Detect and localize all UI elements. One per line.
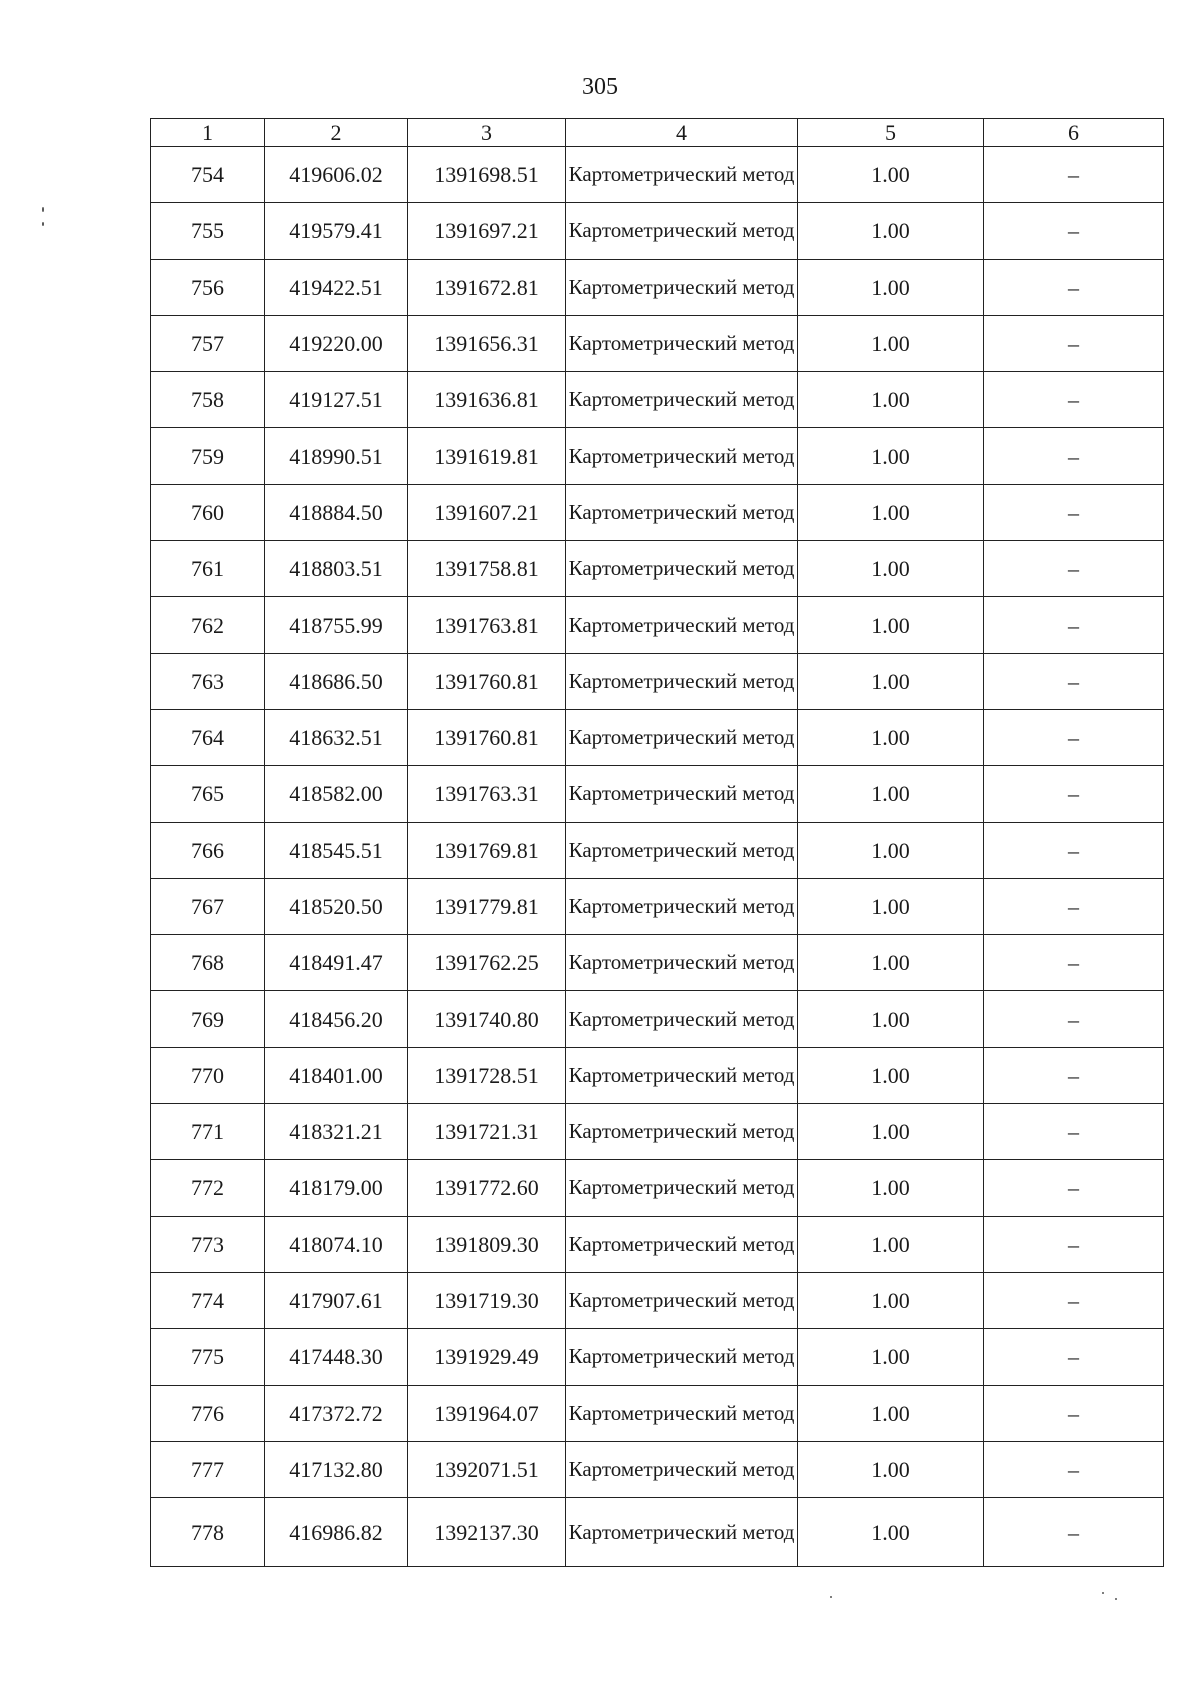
x-coordinate-cell: 418582.00: [265, 766, 408, 822]
x-coordinate-cell: 417448.30: [265, 1329, 408, 1385]
accuracy-cell: 1.00: [798, 597, 984, 653]
method-cell: Картометрический метод: [566, 541, 798, 597]
accuracy-cell: 1.00: [798, 709, 984, 765]
note-cell: –: [984, 991, 1164, 1047]
point-number-cell: 764: [151, 709, 265, 765]
table-row: [151, 428, 1164, 484]
accuracy-cell: 1.00: [798, 1498, 984, 1567]
point-number-cell: 770: [151, 1047, 265, 1103]
note-cell: –: [984, 1216, 1164, 1272]
method-cell: Картометрический метод: [566, 1329, 798, 1385]
accuracy-cell: 1.00: [798, 541, 984, 597]
accuracy-cell: 1.00: [798, 1047, 984, 1103]
note-cell: –: [984, 372, 1164, 428]
point-number-cell: 774: [151, 1272, 265, 1328]
note-cell: –: [984, 1385, 1164, 1441]
method-cell: Картометрический метод: [566, 878, 798, 934]
y-coordinate-cell: 1391929.49: [408, 1329, 566, 1385]
x-coordinate-cell: 418545.51: [265, 822, 408, 878]
x-coordinate-cell: 418179.00: [265, 1160, 408, 1216]
note-cell: –: [984, 878, 1164, 934]
x-coordinate-cell: 417132.80: [265, 1441, 408, 1497]
method-cell: Картометрический метод: [566, 484, 798, 540]
table-row: [151, 1498, 1164, 1567]
header-cell-4: 4: [566, 119, 798, 147]
x-coordinate-cell: 416986.82: [265, 1498, 408, 1567]
method-cell: Картометрический метод: [566, 147, 798, 203]
y-coordinate-cell: 1391760.81: [408, 653, 566, 709]
note-cell: –: [984, 484, 1164, 540]
table-row: [151, 541, 1164, 597]
y-coordinate-cell: 1391636.81: [408, 372, 566, 428]
note-cell: –: [984, 822, 1164, 878]
note-cell: –: [984, 1498, 1164, 1567]
table-row: [151, 259, 1164, 315]
method-cell: Картометрический метод: [566, 1441, 798, 1497]
y-coordinate-cell: 1391672.81: [408, 259, 566, 315]
accuracy-cell: 1.00: [798, 203, 984, 259]
note-cell: –: [984, 1047, 1164, 1103]
note-cell: –: [984, 935, 1164, 991]
note-cell: –: [984, 541, 1164, 597]
scan-speck: [1115, 1598, 1117, 1600]
table-row: [151, 203, 1164, 259]
accuracy-cell: 1.00: [798, 484, 984, 540]
y-coordinate-cell: 1391763.31: [408, 766, 566, 822]
point-number-cell: 773: [151, 1216, 265, 1272]
header-cell-3: 3: [408, 119, 566, 147]
table-row: [151, 147, 1164, 203]
header-cell-6: 6: [984, 119, 1164, 147]
method-cell: Картометрический метод: [566, 372, 798, 428]
y-coordinate-cell: 1391769.81: [408, 822, 566, 878]
accuracy-cell: 1.00: [798, 1441, 984, 1497]
point-number-cell: 762: [151, 597, 265, 653]
table-row: [151, 1216, 1164, 1272]
scan-speck: [830, 1596, 832, 1598]
method-cell: Картометрический метод: [566, 991, 798, 1047]
table-row: [151, 1385, 1164, 1441]
method-cell: Картометрический метод: [566, 1160, 798, 1216]
note-cell: –: [984, 766, 1164, 822]
method-cell: Картометрический метод: [566, 653, 798, 709]
point-number-cell: 758: [151, 372, 265, 428]
method-cell: Картометрический метод: [566, 822, 798, 878]
x-coordinate-cell: 418520.50: [265, 878, 408, 934]
scan-speck: [42, 207, 44, 212]
accuracy-cell: 1.00: [798, 1160, 984, 1216]
y-coordinate-cell: 1391740.80: [408, 991, 566, 1047]
y-coordinate-cell: 1391964.07: [408, 1385, 566, 1441]
point-number-cell: 755: [151, 203, 265, 259]
x-coordinate-cell: 419606.02: [265, 147, 408, 203]
accuracy-cell: 1.00: [798, 1329, 984, 1385]
accuracy-cell: 1.00: [798, 1272, 984, 1328]
scan-speck: [42, 222, 44, 226]
note-cell: –: [984, 1441, 1164, 1497]
x-coordinate-cell: 418803.51: [265, 541, 408, 597]
note-cell: –: [984, 315, 1164, 371]
x-coordinate-cell: 418074.10: [265, 1216, 408, 1272]
point-number-cell: 756: [151, 259, 265, 315]
method-cell: Картометрический метод: [566, 1047, 798, 1103]
note-cell: –: [984, 428, 1164, 484]
y-coordinate-cell: 1391721.31: [408, 1104, 566, 1160]
note-cell: –: [984, 1329, 1164, 1385]
table-row: [151, 1160, 1164, 1216]
table-row: [151, 822, 1164, 878]
x-coordinate-cell: 418884.50: [265, 484, 408, 540]
point-number-cell: 771: [151, 1104, 265, 1160]
y-coordinate-cell: 1391698.51: [408, 147, 566, 203]
point-number-cell: 778: [151, 1498, 265, 1567]
x-coordinate-cell: 418990.51: [265, 428, 408, 484]
point-number-cell: 760: [151, 484, 265, 540]
accuracy-cell: 1.00: [798, 766, 984, 822]
header-row: [151, 119, 1164, 147]
y-coordinate-cell: 1391809.30: [408, 1216, 566, 1272]
point-number-cell: 767: [151, 878, 265, 934]
y-coordinate-cell: 1391762.25: [408, 935, 566, 991]
accuracy-cell: 1.00: [798, 822, 984, 878]
note-cell: –: [984, 597, 1164, 653]
x-coordinate-cell: 417907.61: [265, 1272, 408, 1328]
header-cell-1: 1: [151, 119, 265, 147]
table-row: [151, 597, 1164, 653]
accuracy-cell: 1.00: [798, 372, 984, 428]
x-coordinate-cell: 419127.51: [265, 372, 408, 428]
x-coordinate-cell: 419579.41: [265, 203, 408, 259]
accuracy-cell: 1.00: [798, 428, 984, 484]
table-row: [151, 1329, 1164, 1385]
table-row: [151, 315, 1164, 371]
y-coordinate-cell: 1391758.81: [408, 541, 566, 597]
accuracy-cell: 1.00: [798, 1104, 984, 1160]
method-cell: Картометрический метод: [566, 1104, 798, 1160]
x-coordinate-cell: 417372.72: [265, 1385, 408, 1441]
table-body: [151, 147, 1164, 1567]
table-row: [151, 766, 1164, 822]
table-row: [151, 1272, 1164, 1328]
method-cell: Картометрический метод: [566, 1272, 798, 1328]
table-row: [151, 878, 1164, 934]
header-cell-5: 5: [798, 119, 984, 147]
y-coordinate-cell: 1391779.81: [408, 878, 566, 934]
y-coordinate-cell: 1391697.21: [408, 203, 566, 259]
table-row: [151, 1441, 1164, 1497]
y-coordinate-cell: 1391719.30: [408, 1272, 566, 1328]
method-cell: Картометрический метод: [566, 315, 798, 371]
y-coordinate-cell: 1391728.51: [408, 1047, 566, 1103]
table-row: [151, 1047, 1164, 1103]
accuracy-cell: 1.00: [798, 315, 984, 371]
method-cell: Картометрический метод: [566, 709, 798, 765]
accuracy-cell: 1.00: [798, 878, 984, 934]
x-coordinate-cell: 418686.50: [265, 653, 408, 709]
point-number-cell: 777: [151, 1441, 265, 1497]
page-number: 305: [582, 74, 618, 100]
method-cell: Картометрический метод: [566, 766, 798, 822]
header-cell-2: 2: [265, 119, 408, 147]
x-coordinate-cell: 418491.47: [265, 935, 408, 991]
x-coordinate-cell: 418456.20: [265, 991, 408, 1047]
method-cell: Картометрический метод: [566, 428, 798, 484]
accuracy-cell: 1.00: [798, 935, 984, 991]
y-coordinate-cell: 1391656.31: [408, 315, 566, 371]
note-cell: –: [984, 1160, 1164, 1216]
accuracy-cell: 1.00: [798, 991, 984, 1047]
y-coordinate-cell: 1391772.60: [408, 1160, 566, 1216]
accuracy-cell: 1.00: [798, 1385, 984, 1441]
table-row: [151, 484, 1164, 540]
point-number-cell: 775: [151, 1329, 265, 1385]
x-coordinate-cell: 419422.51: [265, 259, 408, 315]
table-row: [151, 709, 1164, 765]
point-number-cell: 759: [151, 428, 265, 484]
coordinates-table: [150, 118, 1164, 1567]
point-number-cell: 757: [151, 315, 265, 371]
table-row: [151, 1104, 1164, 1160]
point-number-cell: 776: [151, 1385, 265, 1441]
x-coordinate-cell: 419220.00: [265, 315, 408, 371]
table-row: [151, 372, 1164, 428]
method-cell: Картометрический метод: [566, 1216, 798, 1272]
x-coordinate-cell: 418321.21: [265, 1104, 408, 1160]
note-cell: –: [984, 1272, 1164, 1328]
method-cell: Картометрический метод: [566, 1385, 798, 1441]
method-cell: Картометрический метод: [566, 935, 798, 991]
note-cell: –: [984, 653, 1164, 709]
accuracy-cell: 1.00: [798, 653, 984, 709]
method-cell: Картометрический метод: [566, 259, 798, 315]
note-cell: –: [984, 259, 1164, 315]
y-coordinate-cell: 1391760.81: [408, 709, 566, 765]
point-number-cell: 766: [151, 822, 265, 878]
table-row: [151, 991, 1164, 1047]
x-coordinate-cell: 418401.00: [265, 1047, 408, 1103]
y-coordinate-cell: 1391619.81: [408, 428, 566, 484]
method-cell: Картометрический метод: [566, 597, 798, 653]
y-coordinate-cell: 1392071.51: [408, 1441, 566, 1497]
method-cell: Картометрический метод: [566, 1498, 798, 1567]
method-cell: Картометрический метод: [566, 203, 798, 259]
y-coordinate-cell: 1392137.30: [408, 1498, 566, 1567]
point-number-cell: 772: [151, 1160, 265, 1216]
point-number-cell: 763: [151, 653, 265, 709]
note-cell: –: [984, 709, 1164, 765]
accuracy-cell: 1.00: [798, 1216, 984, 1272]
table-row: [151, 935, 1164, 991]
table-header: [151, 119, 1164, 147]
point-number-cell: 765: [151, 766, 265, 822]
x-coordinate-cell: 418632.51: [265, 709, 408, 765]
scan-speck: [1102, 1592, 1104, 1594]
y-coordinate-cell: 1391763.81: [408, 597, 566, 653]
note-cell: –: [984, 203, 1164, 259]
note-cell: –: [984, 147, 1164, 203]
table-row: [151, 653, 1164, 709]
accuracy-cell: 1.00: [798, 259, 984, 315]
point-number-cell: 768: [151, 935, 265, 991]
point-number-cell: 769: [151, 991, 265, 1047]
x-coordinate-cell: 418755.99: [265, 597, 408, 653]
point-number-cell: 754: [151, 147, 265, 203]
note-cell: –: [984, 1104, 1164, 1160]
point-number-cell: 761: [151, 541, 265, 597]
y-coordinate-cell: 1391607.21: [408, 484, 566, 540]
accuracy-cell: 1.00: [798, 147, 984, 203]
